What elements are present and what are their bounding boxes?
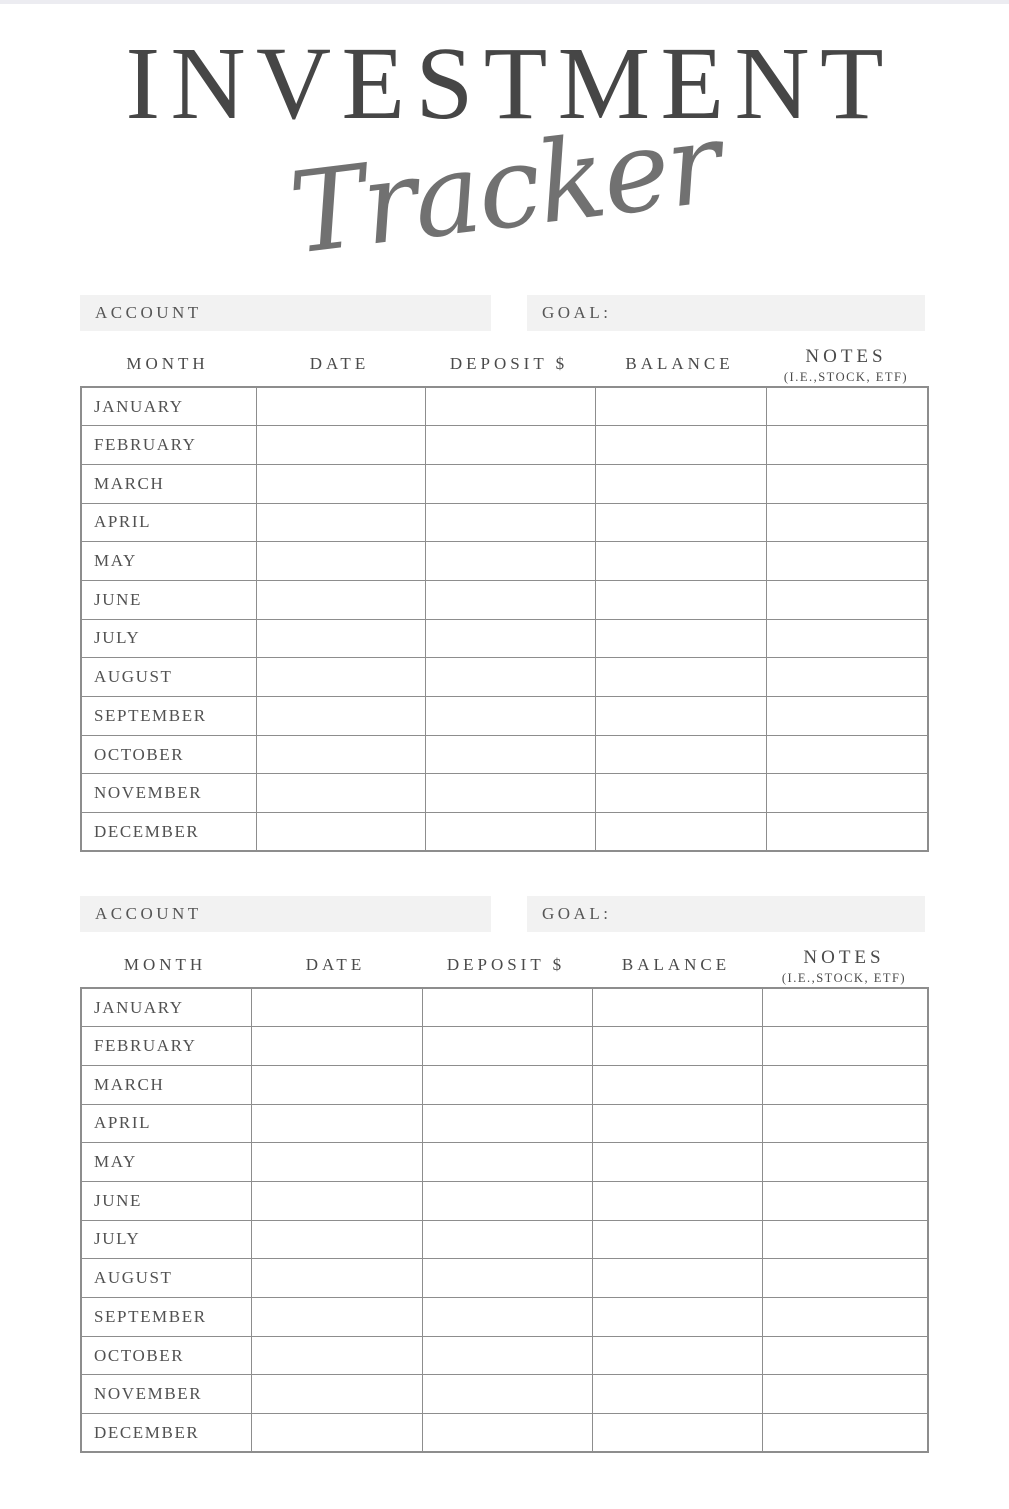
deposit-cell[interactable] [422, 1027, 592, 1066]
balance-cell[interactable] [595, 697, 766, 736]
deposit-cell[interactable] [422, 1414, 592, 1453]
goal-field[interactable] [527, 295, 925, 331]
column-header-month: MONTH [123, 955, 207, 974]
month-label-cell: APRIL [81, 1104, 251, 1143]
month-label-cell: FEBRUARY [81, 1027, 251, 1066]
balance-cell[interactable] [595, 658, 766, 697]
table-row [81, 1414, 928, 1453]
month-label-cell: NOVEMBER [81, 774, 256, 813]
page-subtitle-script: Tracker [283, 98, 726, 280]
table-row [81, 1104, 928, 1143]
deposit-cell[interactable] [425, 774, 595, 813]
date-cell[interactable] [256, 464, 425, 503]
deposit-cell[interactable] [422, 1220, 592, 1259]
month-label-cell: AUGUST [81, 658, 256, 697]
month-label-cell: NOVEMBER [81, 1375, 251, 1414]
balance-cell[interactable] [595, 774, 766, 813]
column-header-notes: NOTES (I.E.,STOCK, ETF) [783, 346, 909, 384]
balance-cell[interactable] [592, 1104, 762, 1143]
table-row [81, 1220, 928, 1259]
notes-cell[interactable] [762, 1104, 928, 1143]
deposit-cell[interactable] [422, 1375, 592, 1414]
date-cell[interactable] [256, 503, 425, 542]
table-row [81, 658, 928, 697]
goal-label: GOAL: [542, 303, 612, 322]
balance-cell[interactable] [592, 1143, 762, 1182]
notes-cell[interactable] [766, 580, 928, 619]
notes-cell[interactable] [766, 619, 928, 658]
month-label-cell: JUNE [81, 1181, 251, 1220]
month-label-cell: OCTOBER [81, 735, 256, 774]
notes-cell[interactable] [762, 988, 928, 1027]
month-label-cell: AUGUST [81, 1259, 251, 1298]
deposit-cell[interactable] [425, 697, 595, 736]
column-header-deposit: DEPOSIT $ [446, 955, 566, 974]
month-label-cell: JUNE [81, 580, 256, 619]
table-row [81, 1027, 928, 1066]
month-table-2 [80, 987, 929, 1453]
date-cell[interactable] [251, 988, 422, 1027]
date-cell[interactable] [251, 1027, 422, 1066]
balance-cell[interactable] [595, 619, 766, 658]
deposit-cell[interactable] [422, 1181, 592, 1220]
deposit-cell[interactable] [422, 988, 592, 1027]
date-cell[interactable] [256, 658, 425, 697]
balance-cell[interactable] [592, 988, 762, 1027]
deposit-cell[interactable] [425, 464, 595, 503]
date-cell[interactable] [251, 1336, 422, 1375]
balance-cell[interactable] [595, 813, 766, 852]
table-row [81, 697, 928, 736]
table-row [81, 542, 928, 581]
balance-cell[interactable] [592, 1375, 762, 1414]
account-field[interactable] [80, 896, 491, 932]
notes-cell[interactable] [762, 1181, 928, 1220]
notes-cell[interactable] [762, 1220, 928, 1259]
deposit-cell[interactable] [422, 1336, 592, 1375]
deposit-cell[interactable] [425, 735, 595, 774]
deposit-cell[interactable] [425, 542, 595, 581]
goal-field[interactable] [527, 896, 925, 932]
column-header-month: MONTH [126, 354, 209, 373]
table-row [81, 426, 928, 465]
deposit-cell[interactable] [422, 1259, 592, 1298]
deposit-cell[interactable] [422, 1104, 592, 1143]
table-row [81, 619, 928, 658]
balance-cell[interactable] [592, 1336, 762, 1375]
balance-cell[interactable] [595, 503, 766, 542]
balance-cell[interactable] [595, 426, 766, 465]
deposit-cell[interactable] [425, 580, 595, 619]
date-cell[interactable] [251, 1259, 422, 1298]
deposit-cell[interactable] [425, 426, 595, 465]
notes-cell[interactable] [762, 1259, 928, 1298]
table-row [81, 1065, 928, 1104]
date-cell[interactable] [251, 1298, 422, 1337]
date-cell[interactable] [256, 542, 425, 581]
notes-cell[interactable] [762, 1027, 928, 1066]
date-cell[interactable] [256, 426, 425, 465]
balance-cell[interactable] [595, 464, 766, 503]
month-label-cell: JANUARY [81, 988, 251, 1027]
notes-cell[interactable] [762, 1336, 928, 1375]
column-header-date: DATE [309, 354, 370, 373]
balance-cell[interactable] [592, 1027, 762, 1066]
notes-cell[interactable] [766, 774, 928, 813]
goal-label: GOAL: [542, 904, 612, 923]
date-cell[interactable] [251, 1104, 422, 1143]
date-cell[interactable] [256, 735, 425, 774]
column-header-balance: BALANCE [625, 354, 734, 373]
balance-cell[interactable] [595, 735, 766, 774]
deposit-cell[interactable] [425, 658, 595, 697]
page-title: INVESTMENT [125, 26, 894, 141]
date-cell[interactable] [251, 1181, 422, 1220]
table-row [81, 503, 928, 542]
balance-cell[interactable] [592, 1220, 762, 1259]
month-label-cell: MAY [81, 542, 256, 581]
notes-cell[interactable] [762, 1298, 928, 1337]
month-label-cell: DECEMBER [81, 813, 256, 852]
notes-cell[interactable] [762, 1065, 928, 1104]
column-header-date: DATE [305, 955, 366, 974]
month-label-cell: JANUARY [81, 387, 256, 426]
balance-cell[interactable] [592, 1181, 762, 1220]
notes-cell[interactable] [766, 464, 928, 503]
notes-cell[interactable] [762, 1143, 928, 1182]
table-row [81, 1298, 928, 1337]
month-label-cell: APRIL [81, 503, 256, 542]
notes-cell[interactable] [766, 697, 928, 736]
notes-subtext: (I.E.,STOCK, ETF) [781, 971, 907, 985]
notes-cell[interactable] [766, 813, 928, 852]
balance-cell[interactable] [595, 580, 766, 619]
table-header-row [80, 937, 927, 987]
month-label-cell: DECEMBER [81, 1414, 251, 1453]
table-row [81, 1336, 928, 1375]
balance-cell[interactable] [592, 1259, 762, 1298]
tracker-section-2 [80, 896, 927, 1467]
date-cell[interactable] [251, 1220, 422, 1259]
deposit-cell[interactable] [425, 387, 595, 426]
column-header-balance: BALANCE [621, 955, 731, 974]
date-cell[interactable] [256, 697, 425, 736]
table-row [81, 1143, 928, 1182]
table-row [81, 988, 928, 1027]
balance-cell[interactable] [592, 1065, 762, 1104]
month-table-1 [80, 386, 929, 852]
table-row [81, 387, 928, 426]
month-label-cell: JULY [81, 619, 256, 658]
month-label-cell: MARCH [81, 1065, 251, 1104]
column-header-notes: NOTES (I.E.,STOCK, ETF) [781, 947, 907, 985]
deposit-cell[interactable] [422, 1143, 592, 1182]
month-label-cell: SEPTEMBER [81, 697, 256, 736]
table-header-row [80, 336, 927, 386]
deposit-cell[interactable] [422, 1298, 592, 1337]
balance-cell[interactable] [595, 387, 766, 426]
account-label: ACCOUNT [95, 904, 202, 923]
notes-cell[interactable] [766, 426, 928, 465]
deposit-cell[interactable] [425, 619, 595, 658]
notes-cell[interactable] [766, 387, 928, 426]
month-label-cell: SEPTEMBER [81, 1298, 251, 1337]
date-cell[interactable] [251, 1414, 422, 1453]
month-label-cell: JULY [81, 1220, 251, 1259]
date-cell[interactable] [256, 813, 425, 852]
month-label-cell: MARCH [81, 464, 256, 503]
notes-cell[interactable] [762, 1375, 928, 1414]
notes-cell[interactable] [766, 542, 928, 581]
table-row [81, 735, 928, 774]
column-header-deposit: DEPOSIT $ [449, 354, 569, 373]
table-row [81, 464, 928, 503]
balance-cell[interactable] [595, 542, 766, 581]
date-cell[interactable] [251, 1143, 422, 1182]
balance-cell[interactable] [592, 1298, 762, 1337]
table-row [81, 774, 928, 813]
notes-subtext: (I.E.,STOCK, ETF) [783, 370, 909, 384]
deposit-cell[interactable] [422, 1065, 592, 1104]
table-row [81, 1375, 928, 1414]
account-field[interactable] [80, 295, 491, 331]
month-label-cell: MAY [81, 1143, 251, 1182]
notes-cell[interactable] [766, 503, 928, 542]
notes-cell[interactable] [766, 735, 928, 774]
notes-cell[interactable] [766, 658, 928, 697]
tracker-section-1 [80, 295, 927, 866]
top-edge-strip [0, 0, 1009, 4]
notes-cell[interactable] [762, 1414, 928, 1453]
date-cell[interactable] [256, 387, 425, 426]
table-row [81, 813, 928, 852]
table-row [81, 580, 928, 619]
account-label: ACCOUNT [95, 303, 202, 322]
date-cell[interactable] [251, 1065, 422, 1104]
date-cell[interactable] [256, 580, 425, 619]
balance-cell[interactable] [592, 1414, 762, 1453]
table-row [81, 1259, 928, 1298]
month-label-cell: FEBRUARY [81, 426, 256, 465]
table-row [81, 1181, 928, 1220]
month-label-cell: OCTOBER [81, 1336, 251, 1375]
deposit-cell[interactable] [425, 503, 595, 542]
date-cell[interactable] [256, 619, 425, 658]
deposit-cell[interactable] [425, 813, 595, 852]
date-cell[interactable] [256, 774, 425, 813]
date-cell[interactable] [251, 1375, 422, 1414]
